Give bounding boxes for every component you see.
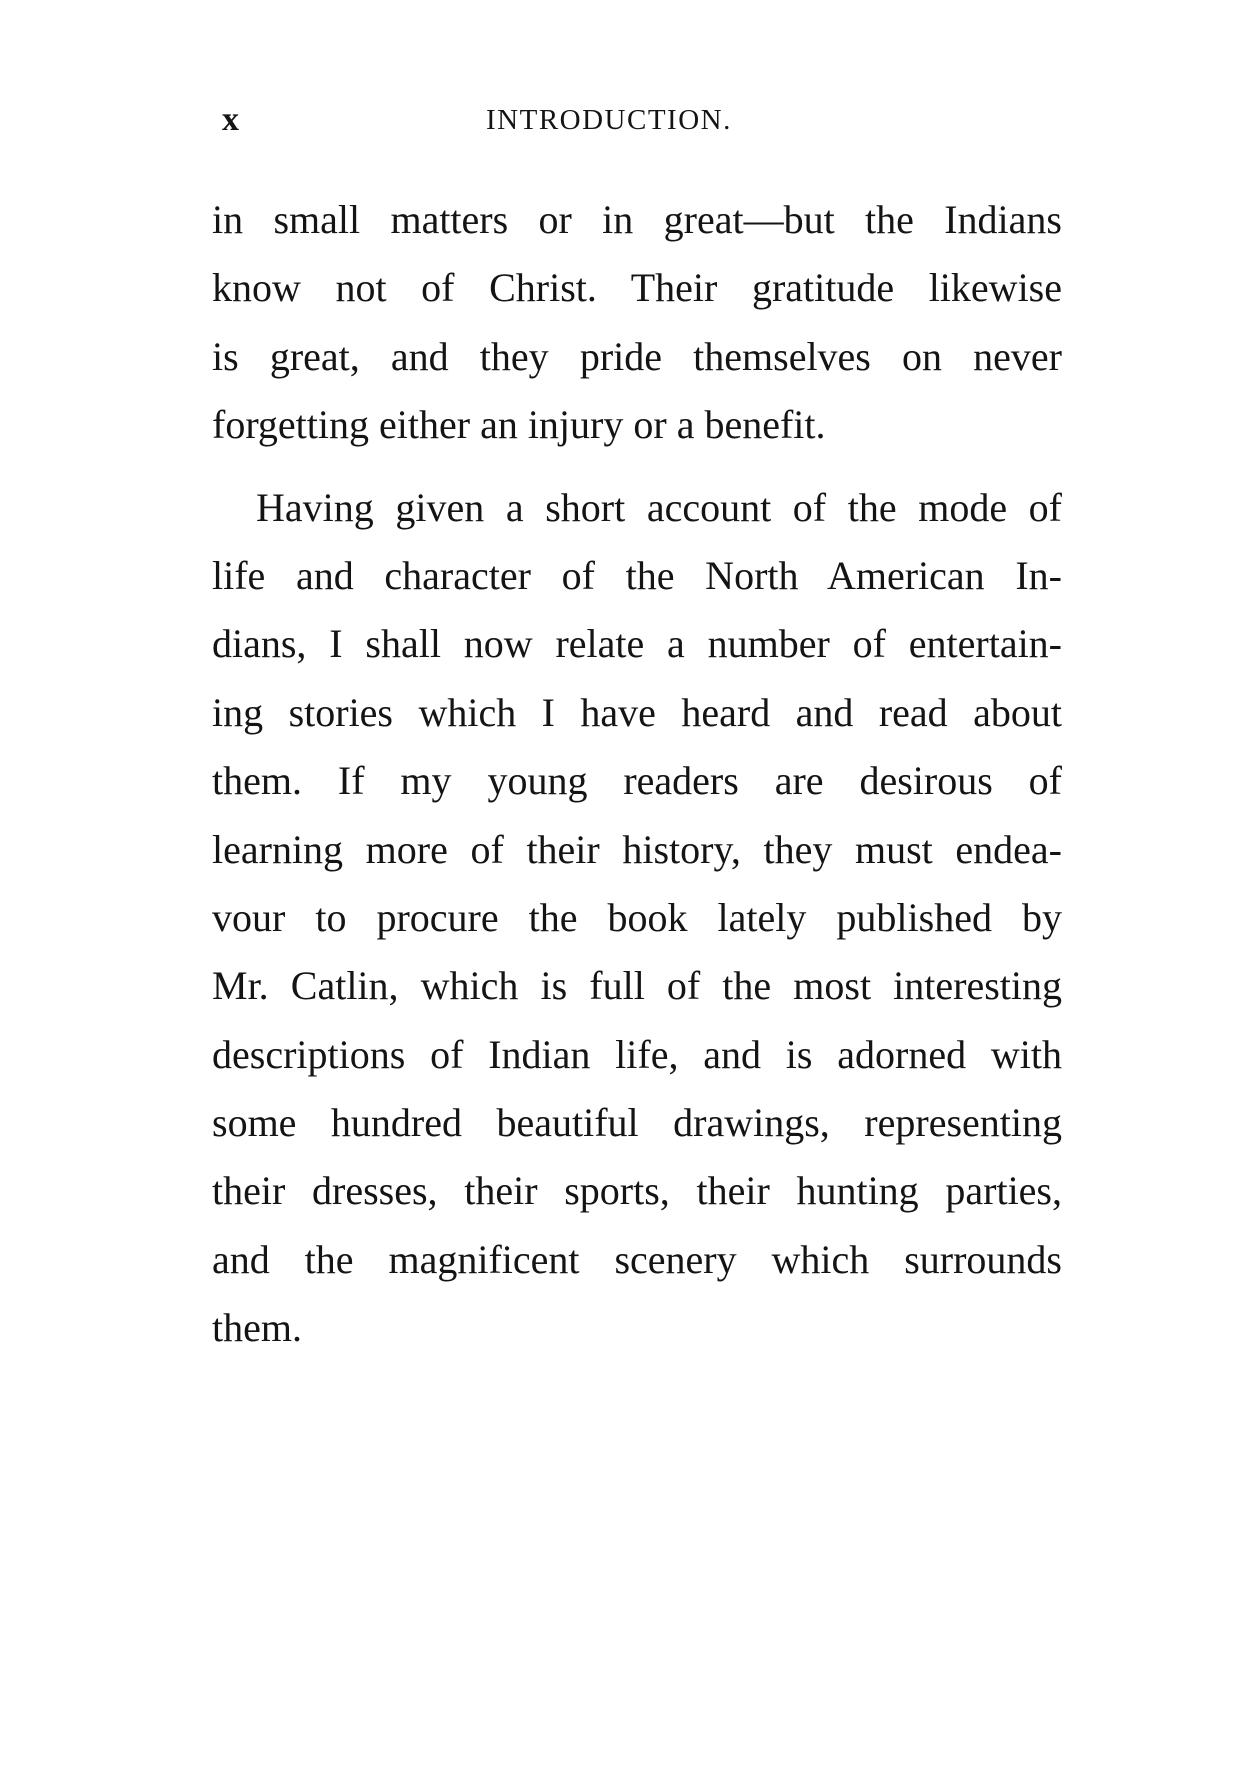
paragraph-1 (212, 186, 1062, 460)
text-line: descriptions of Indian life, and is adorned with (212, 1031, 1062, 1077)
running-head (218, 100, 773, 140)
text-line: is great, and they pride themselves on never (212, 333, 1062, 379)
paragraph-2 (212, 474, 1062, 1363)
text-line: learning more of their history, they must endea- (212, 826, 1062, 872)
text-line: ing stories which I have heard and read about (212, 689, 1062, 735)
text-line: and the magnificent scenery which surrounds (212, 1236, 1062, 1282)
text-line: Having given a short account of the mode of (256, 484, 1062, 530)
page-heading: INTRODUCTION. (486, 104, 732, 136)
text-line: know not of Christ. Their gratitude likewise (212, 265, 1062, 311)
body-text (212, 186, 1062, 1363)
text-line: life and character of the North American In- (212, 552, 1062, 598)
text-line: their dresses, their sports, their hunting parties, (212, 1168, 1062, 1214)
text-line: Mr. Catlin, which is full of the most interesting (212, 963, 1062, 1009)
page-number: x (222, 101, 239, 138)
text-line: them. If my young readers are desirous of (212, 758, 1062, 804)
text-line: vour to procure the book lately published by (212, 894, 1062, 940)
text-line: in small matters or in great—but the Indians (212, 197, 1062, 242)
text-line: forgetting either an injury or a benefit. (212, 402, 826, 448)
text-line: dians, I shall now relate a number of entertain- (212, 621, 1062, 667)
text-line: them. (212, 1305, 302, 1351)
paragraph-gap (212, 460, 1062, 474)
text-line: some hundred beautiful drawings, representing (212, 1100, 1062, 1146)
